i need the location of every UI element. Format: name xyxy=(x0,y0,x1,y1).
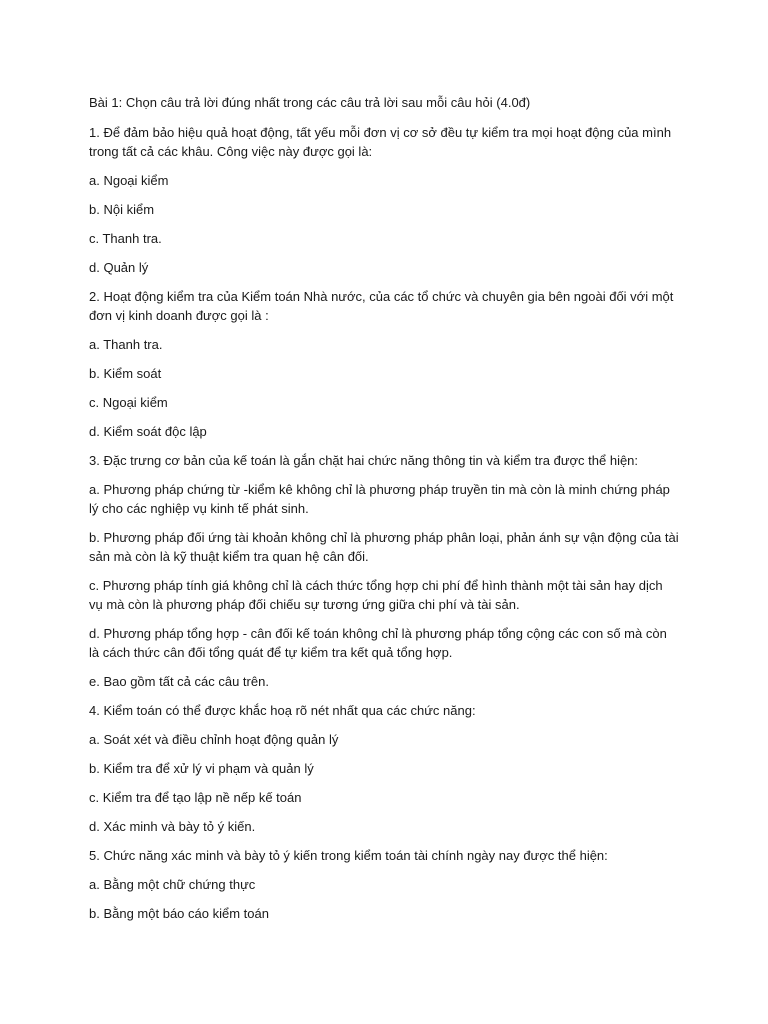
q1-option-c: c. Thanh tra. xyxy=(89,231,162,246)
q1-option-b: b. Nội kiểm xyxy=(89,202,155,217)
q4-option-b: b. Kiểm tra để xử lý vi phạm và quản lý xyxy=(89,761,314,776)
q1-option-d: d. Quản lý xyxy=(89,260,149,275)
q4-option-a: a. Soát xét và điều chỉnh hoạt động quản lý xyxy=(89,732,339,747)
q3-option-d: d. Phương pháp tổng hợp - cân đối kế toán không chỉ là phương pháp tổng cộng các con số mà còn là cách thức cân đối tổng quát để tự kiểm tra kết quả tổng hợp. xyxy=(89,626,667,660)
question-5: 5. Chức năng xác minh và bày tỏ ý kiến trong kiểm toán tài chính ngày nay được thể hiện: xyxy=(89,848,608,863)
q3-option-b: b. Phương pháp đối ứng tài khoản không chỉ là phương pháp phân loại, phản ánh sự vận động của tài sản mà còn là kỹ thuật kiểm tra quan hệ cân đối. xyxy=(89,530,679,564)
q2-option-b: b. Kiểm soát xyxy=(89,366,162,381)
q5-option-b: b. Bằng một báo cáo kiểm toán xyxy=(89,906,269,921)
question-1: 1. Để đảm bảo hiệu quả hoạt động, tất yếu mỗi đơn vị cơ sở đều tự kiểm tra mọi hoạt động của mình trong tất cả các khâu. Công việc này được gọi là: xyxy=(89,125,672,159)
question-2: 2. Hoạt động kiểm tra của Kiểm toán Nhà nước, của các tổ chức và chuyên gia bên ngoài đối với một đơn vị kinh doanh được gọi là : xyxy=(89,289,674,323)
question-3: 3. Đặc trưng cơ bản của kế toán là gắn chặt hai chức năng thông tin và kiểm tra được thể hiện: xyxy=(89,453,639,468)
document-content xyxy=(89,93,679,933)
q5-option-a: a. Bằng một chữ chứng thực xyxy=(89,877,256,892)
q2-option-a: a. Thanh tra. xyxy=(89,337,163,352)
exercise-title: Bài 1: Chọn câu trả lời đúng nhất trong các câu trả lời sau mỗi câu hỏi (4.0đ) xyxy=(89,95,531,110)
q2-option-d: d. Kiểm soát độc lập xyxy=(89,424,207,439)
question-4: 4. Kiểm toán có thể được khắc hoạ rõ nét nhất qua các chức năng: xyxy=(89,703,476,718)
q3-option-e: e. Bao gồm tất cả các câu trên. xyxy=(89,674,269,689)
q1-option-a: a. Ngoại kiểm xyxy=(89,173,169,188)
q3-option-c: c. Phương pháp tính giá không chỉ là cách thức tổng hợp chi phí để hình thành một tài sản hay dịch vụ mà còn là phương pháp đối chiếu sự tương ứng giữa chi phí và tài sản. xyxy=(89,578,663,612)
q2-option-c: c. Ngoại kiểm xyxy=(89,395,168,410)
q4-option-c: c. Kiểm tra để tạo lập nề nếp kế toán xyxy=(89,790,302,805)
q3-option-a: a. Phương pháp chứng từ -kiểm kê không chỉ là phương pháp truyền tin mà còn là minh chứng pháp lý cho các nghiệp vụ kinh tế phát sinh. xyxy=(89,482,670,516)
q4-option-d: d. Xác minh và bày tỏ ý kiến. xyxy=(89,819,256,834)
